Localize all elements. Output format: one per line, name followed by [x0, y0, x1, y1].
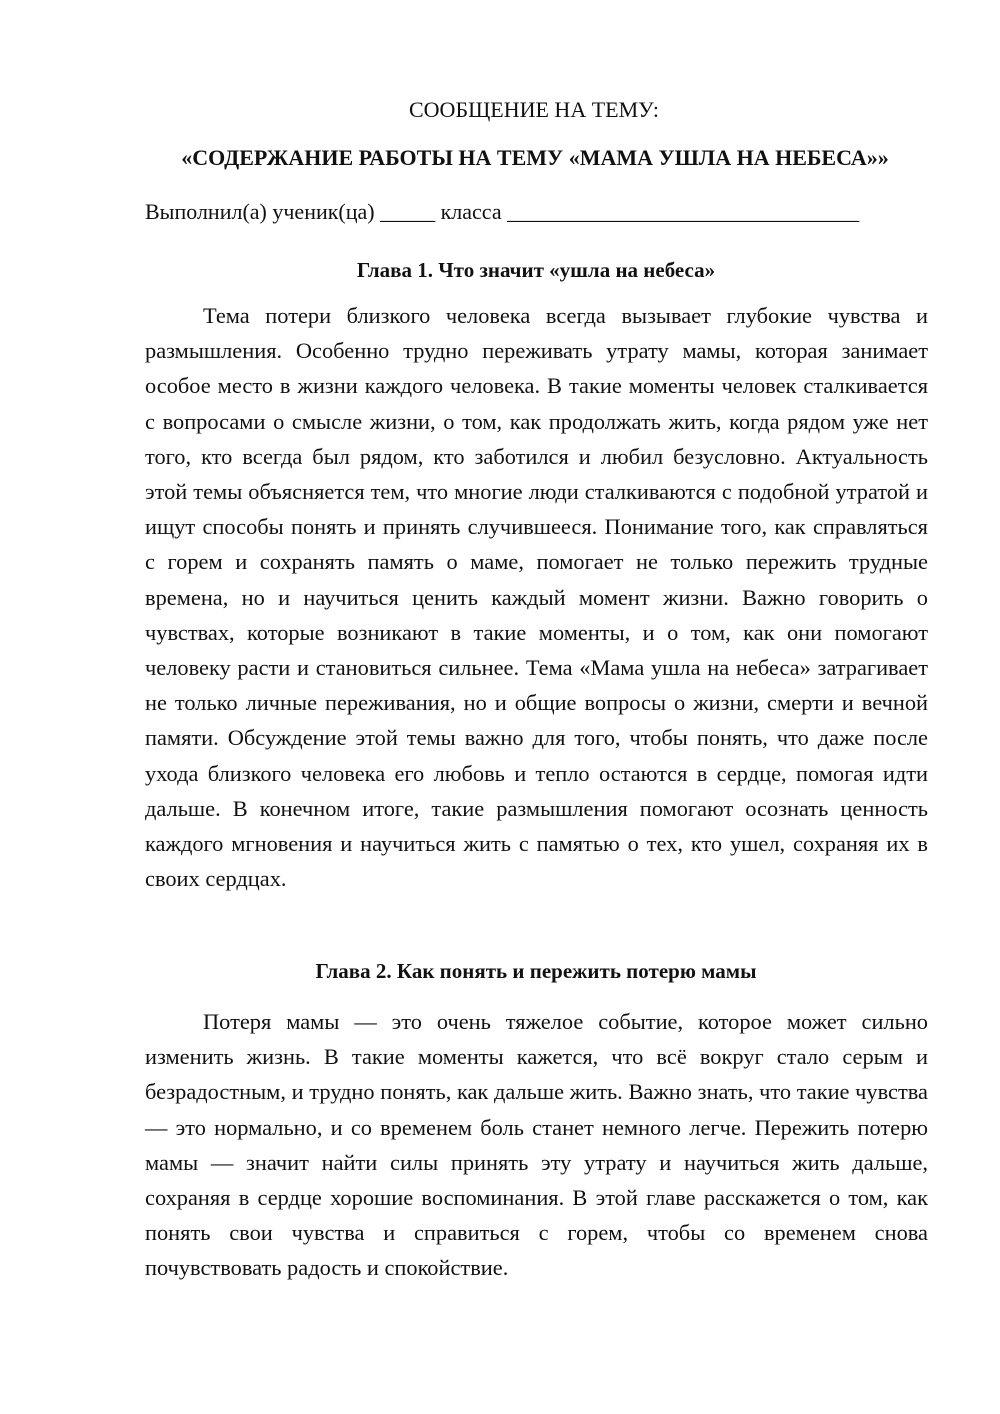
chapter-2-paragraph: Потеря мамы — это очень тяжелое событие, которое может сильно изменить жизнь. В такие моменты кажется, что всё вокруг стало серым и безрадостным, и трудно понять, как дальше жить. Важно знать, что такие чувства — это нормально, и со временем боль станет немного легче. Пережить потерю мамы — значит найти силы принять эту утрату и научиться жить дальше, сохраняя в сердце хорошие воспоминания. В этой главе расскажется о том, как понять свои чувства и справиться с горем, чтобы со временем снова почувствовать радость и спокойствие. [145, 1009, 928, 1281]
chapter-1-paragraph: Тема потери близкого человека всегда вызывает глубокие чувства и размышления. Особенно трудно переживать утрату мамы, которая занимает особое место в жизни каждого человека. В такие моменты человек сталкивается с вопросами о смысле жизни, о том, как продолжать жить, когда рядом уже нет того, кто всегда был рядом, кто заботился и любил безусловно. Актуальность этой темы объясняется тем, что многие люди сталкиваются с подобной утратой и ищут способы понять и принять случившееся. Понимание того, как справляться с горем и сохранять память о маме, помогает не только пережить трудные времена, но и научиться ценить каждый момент жизни. Важно говорить о чувствах, которые возникают в такие моменты, и о том, как они помогают человеку расти и становиться сильнее. Тема «Мама ушла на небеса» затрагивает не только личные переживания, но и общие вопросы о жизни, смерти и вечной памяти. Обсуждение этой темы важно для того, чтобы понять, что даже после ухода близкого человека его любовь и тепло остаются в сердце, помогая идти дальше. В конечном итоге, такие размышления помогают осознать ценность каждого мгновения и научиться жить с памятью о тех, кто ушел, сохраняя их в своих сердцах. [145, 303, 928, 892]
chapter-1-title: Глава 1. Что значит «ушла на небеса» [356, 258, 716, 282]
author-line: Выполнил(а) ученик(ца) _____ класса ________________________________ [145, 199, 860, 224]
report-heading: СООБЩЕНИЕ НА ТЕМУ: [409, 97, 659, 122]
report-topic-title: «СОДЕРЖАНИЕ РАБОТЫ НА ТЕМУ «МАМА УШЛА НА НЕБЕСА»» [181, 145, 889, 170]
chapter-2-title: Глава 2. Как понять и пережить потерю мамы [315, 959, 757, 983]
